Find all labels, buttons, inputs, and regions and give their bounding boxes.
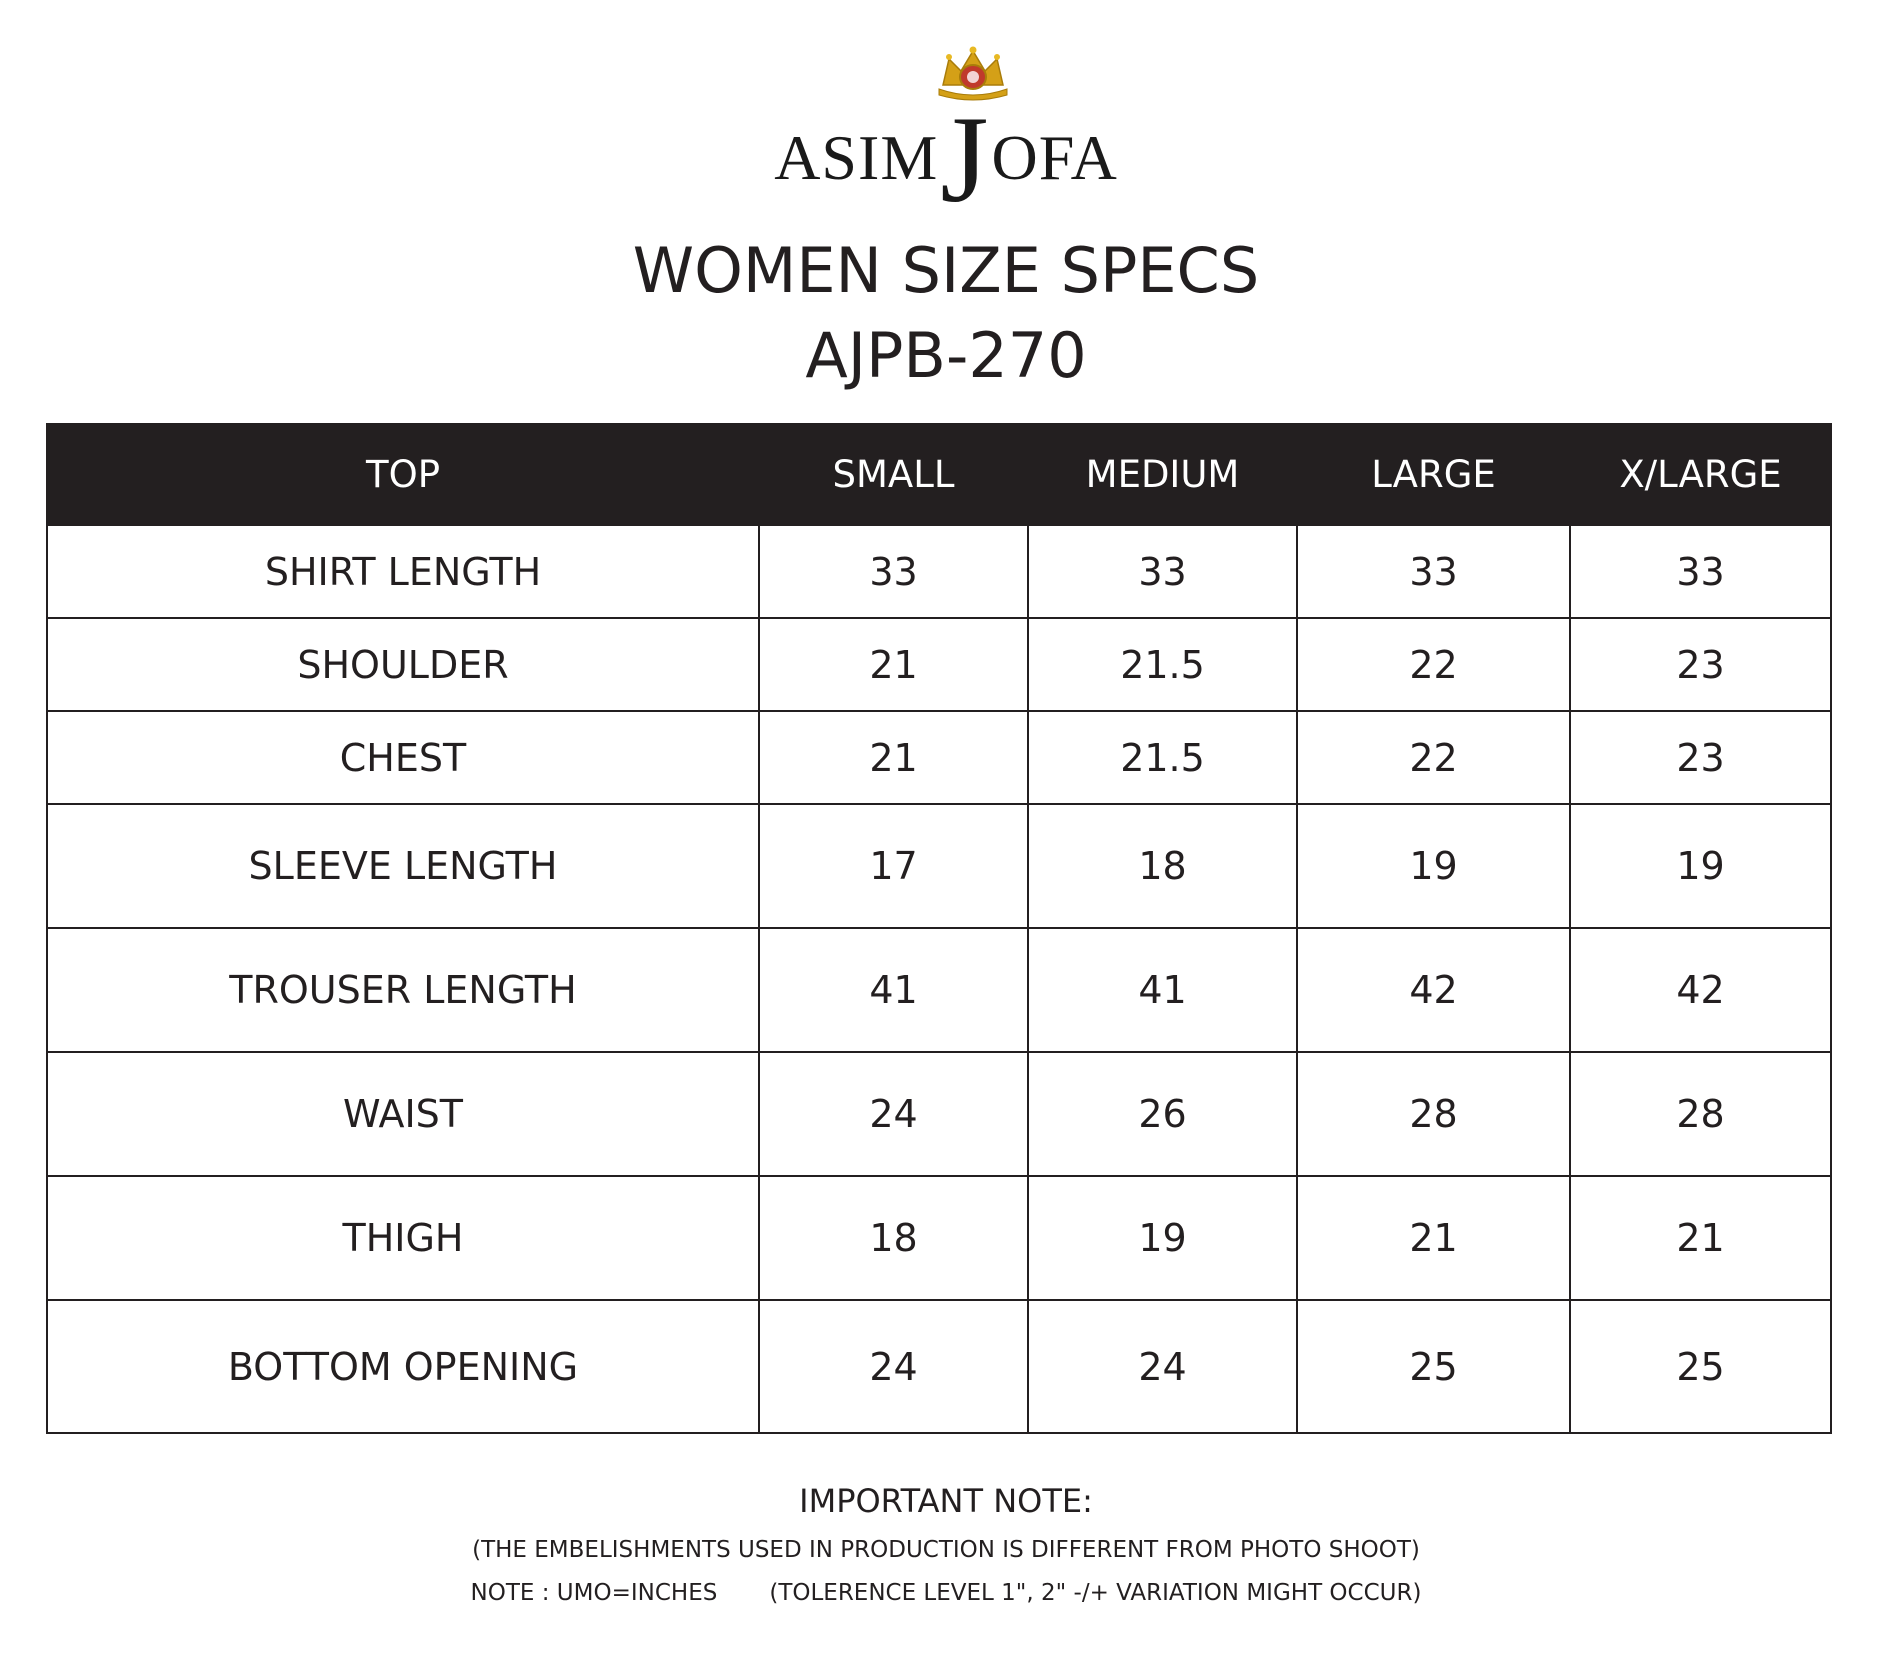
cell-value: 33: [1028, 525, 1297, 618]
brand-logo: [0, 91, 1892, 228]
cell-value: 24: [759, 1052, 1028, 1176]
cell-value: 21.5: [1028, 618, 1297, 711]
logo-suffix: OFA: [991, 122, 1118, 193]
cell-value: 22: [1297, 711, 1570, 804]
cell-value: 33: [1297, 525, 1570, 618]
product-code: AJPB-270: [805, 319, 1087, 392]
cell-value: 21: [759, 618, 1028, 711]
cell-value: 22: [1297, 618, 1570, 711]
row-label: TROUSER LENGTH: [47, 928, 759, 1052]
row-label: SHOULDER: [47, 618, 759, 711]
row-label: SLEEVE LENGTH: [47, 804, 759, 928]
cell-value: 21: [1570, 1176, 1831, 1300]
page-title: WOMEN SIZE SPECS: [632, 234, 1260, 307]
table-row: [47, 804, 1831, 928]
row-label: SHIRT LENGTH: [47, 525, 759, 618]
note-tolerance: (TOLERENCE LEVEL 1", 2" -/+ VARIATION MIGHT OCCUR): [769, 1580, 1422, 1606]
cell-value: 33: [1570, 525, 1831, 618]
cell-value: 19: [1028, 1176, 1297, 1300]
cell-value: 42: [1297, 928, 1570, 1052]
important-note-heading: IMPORTANT NOTE:: [799, 1482, 1093, 1520]
cell-value: 25: [1297, 1300, 1570, 1433]
cell-value: 18: [1028, 804, 1297, 928]
cell-value: 21: [1297, 1176, 1570, 1300]
cell-value: 28: [1297, 1052, 1570, 1176]
size-spec-table: [46, 423, 1832, 1434]
cell-value: 18: [759, 1176, 1028, 1300]
row-label: THIGH: [47, 1176, 759, 1300]
cell-value: 21: [759, 711, 1028, 804]
cell-value: 33: [759, 525, 1028, 618]
header-top: TOP: [47, 424, 759, 525]
table-header-row: [47, 424, 1831, 525]
table-row: [47, 525, 1831, 618]
row-label: BOTTOM OPENING: [47, 1300, 759, 1433]
table-row: [47, 618, 1831, 711]
table-row: [47, 1052, 1831, 1176]
note-units: NOTE : UMO=INCHES: [470, 1580, 718, 1606]
note-embellishments: (THE EMBELISHMENTS USED IN PRODUCTION IS DIFFERENT FROM PHOTO SHOOT): [472, 1537, 1420, 1563]
cell-value: 24: [759, 1300, 1028, 1433]
logo-prefix: ASIM: [774, 122, 939, 193]
cell-value: 19: [1297, 804, 1570, 928]
cell-value: 23: [1570, 711, 1831, 804]
cell-value: 26: [1028, 1052, 1297, 1176]
cell-value: 17: [759, 804, 1028, 928]
cell-value: 19: [1570, 804, 1831, 928]
row-label: CHEST: [47, 711, 759, 804]
header-small: SMALL: [759, 424, 1028, 525]
cell-value: 25: [1570, 1300, 1831, 1433]
cell-value: 41: [759, 928, 1028, 1052]
cell-value: 41: [1028, 928, 1297, 1052]
cell-value: 28: [1570, 1052, 1831, 1176]
header-medium: MEDIUM: [1028, 424, 1297, 525]
table-row: [47, 1300, 1831, 1433]
table-row: [47, 928, 1831, 1052]
row-label: WAIST: [47, 1052, 759, 1176]
header-large: LARGE: [1297, 424, 1570, 525]
cell-value: 24: [1028, 1300, 1297, 1433]
cell-value: 21.5: [1028, 711, 1297, 804]
table-row: [47, 711, 1831, 804]
note-units-tolerance: [0, 1580, 1892, 1606]
cell-value: 23: [1570, 618, 1831, 711]
header-xlarge: X/LARGE: [1570, 424, 1831, 525]
table-row: [47, 1176, 1831, 1300]
cell-value: 42: [1570, 928, 1831, 1052]
logo-j: J: [940, 91, 990, 228]
